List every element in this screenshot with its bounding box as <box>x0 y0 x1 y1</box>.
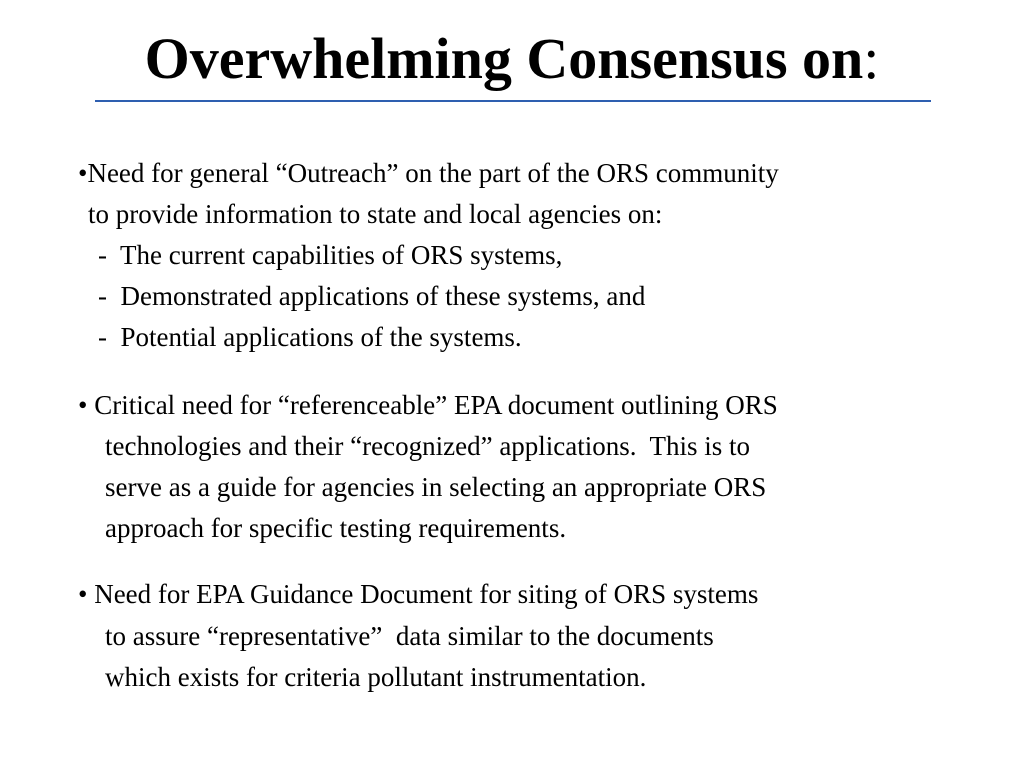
title-text: Overwhelming Consensus on <box>144 26 864 91</box>
bullet-1-line-1: •Need for general “Outreach” on the part of the ORS community <box>78 158 779 188</box>
slide-title <box>0 26 1024 92</box>
bullet-3-line-2: to assure “representative” data similar to the documents <box>105 621 714 651</box>
bullet-1-line-2: to provide information to state and local agencies on: <box>88 199 663 229</box>
bullet-1-subitem-1: - The current capabilities of ORS systems, <box>98 240 563 270</box>
bullet-2-line-3: serve as a guide for agencies in selecting an appropriate ORS <box>105 472 767 502</box>
bullet-1-subitem-2: - Demonstrated applications of these systems, and <box>98 281 646 311</box>
title-colon: : <box>863 26 880 91</box>
bullet-2-line-2: technologies and their “recognized” applications. This is to <box>105 431 751 461</box>
bullet-3-line-3: which exists for criteria pollutant instrumentation. <box>105 662 647 692</box>
bullet-3-line-1: • Need for EPA Guidance Document for siting of ORS systems <box>78 579 759 609</box>
bullet-2-line-4: approach for specific testing requirements. <box>105 513 567 543</box>
bullet-1-subitem-3: - Potential applications of the systems. <box>98 322 522 352</box>
title-underline <box>95 100 931 102</box>
bullet-2-line-1: • Critical need for “referenceable” EPA document outlining ORS <box>78 390 778 420</box>
